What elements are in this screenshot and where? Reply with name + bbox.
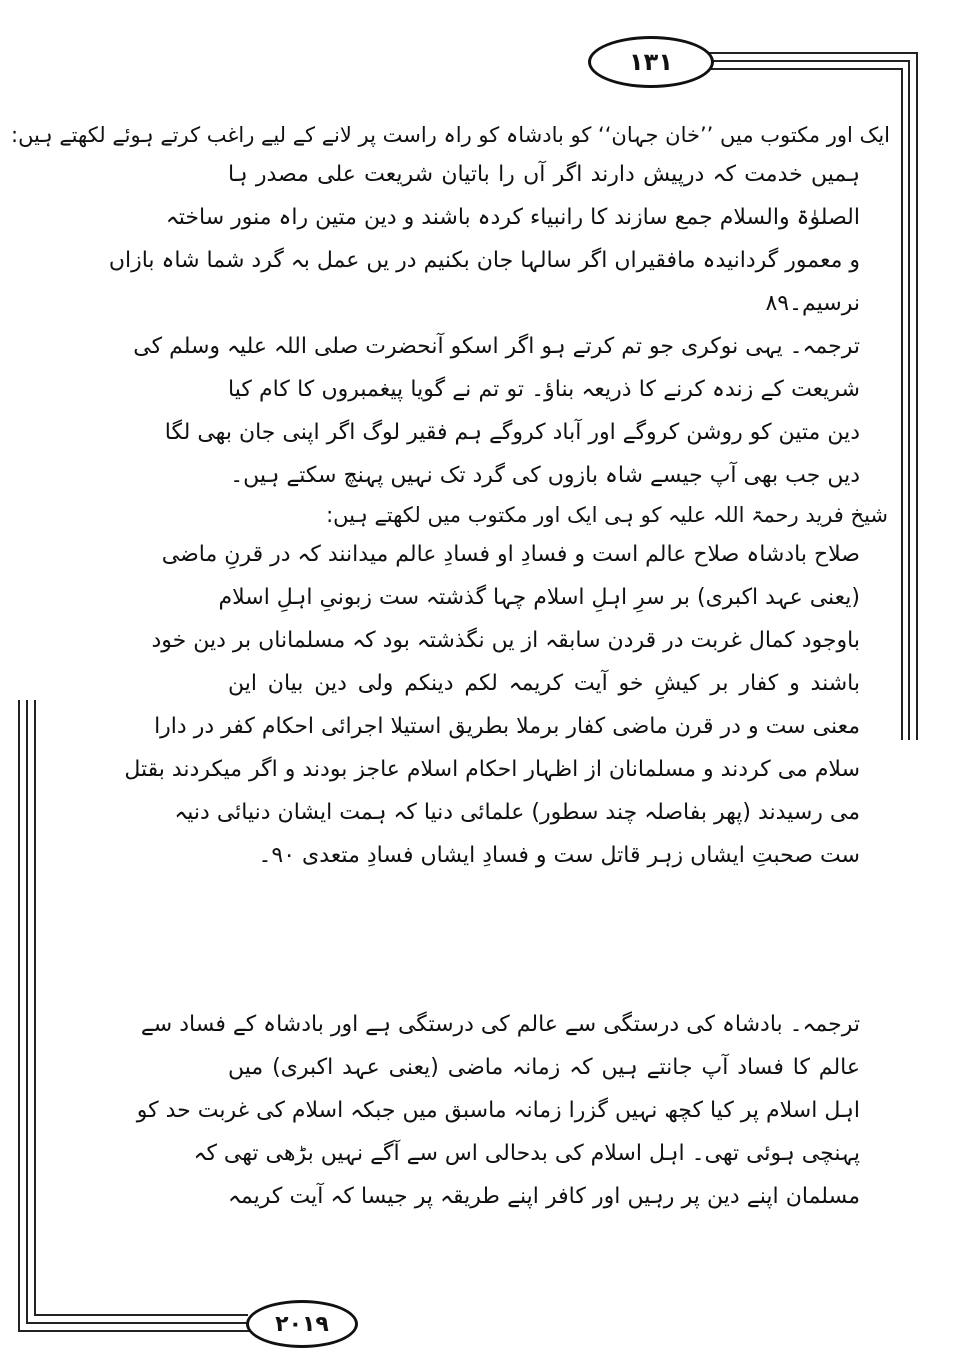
persian-2-line-5: معنی ست و در قرن ماضی کفار برملا بطریق استیلا اجرائی احکام کفر در دارا: [154, 714, 860, 739]
translation-2-line-3: اہل اسلام پر کیا کچھ نہیں گزرا زمانہ ماسبق میں جبکہ اسلام کی غربت حد کو: [136, 1098, 860, 1123]
header-page-number-text: ۱۳۱: [629, 48, 673, 76]
intro-line-1: ایک اور مکتوب میں ’’خان جہان‘‘ کو بادشاہ کو راہ راست پر لانے کے لیے راغب کرتے ہوئے لکھتے ہیں:: [11, 123, 890, 147]
persian-2-line-1: صلاح بادشاہ صلاح عالم است و فسادِ او فسادِ عالم میدانند کہ در قرنِ ماضی: [161, 542, 860, 567]
translation-2-line-2: عالم کا فساد آپ جانتے ہیں کہ زمانہ ماضی (یعنی عہد اکبری) میں: [228, 1055, 860, 1080]
persian-2-line-2: (یعنی عہد اکبری) بر سرِ اہلِ اسلام چہا گذشتہ ست زبونیِ اہلِ اسلام: [218, 585, 860, 610]
persian-1-line-4: نرسیم۔۸۹: [765, 291, 860, 316]
persian-2-line-4: باشند و کفار بر کیشِ خو آیت کریمہ لکم دینکم ولی دین بیان این: [228, 671, 860, 696]
translation-2-line-5: مسلمان اپنے دین پر رہیں اور کافر اپنے طریقہ پر جیسا کہ آیت کریمہ: [228, 1184, 860, 1209]
persian-1-line-3: و معمور گردانیدہ مافقیراں اگر سالہا جان بکنیم در یں عمل بہ گرد شما شاہ بازاں: [108, 248, 860, 273]
persian-2-line-7: می رسیدند (پھر بفاصلہ چند سطور) علمائی دنیا کہ ہمت ایشان دنیائی دنیہ: [174, 800, 860, 825]
persian-2-line-8: ست صحبتِ ایشاں زہر قاتل ست و فسادِ ایشاں فسادِ متعدی ۹۰۔: [258, 843, 860, 868]
translation-1-line-4: دیں جب بھی آپ جیسے شاہ بازوں کی گرد تک نہیں پہنچ سکتے ہیں۔: [230, 463, 860, 488]
footer-page-number: [246, 1300, 358, 1348]
header-page-number: [588, 36, 714, 88]
intro-line-2: شیخ فرید رحمۃ اللہ علیہ کو ہی ایک اور مکتوب میں لکھتے ہیں:: [326, 503, 888, 527]
persian-1-line-1: ہمیں خدمت کہ درپیش دارند اگر آں را باتیان شریعت علی مصدر ہا: [228, 162, 860, 187]
persian-2-line-6: سلام می کردند و مسلمانان از اظہار احکام اسلام عاجز بودند و اگر میکردند بقتل: [124, 757, 860, 782]
persian-1-line-2: الصلوٰۃ والسلام جمع سازند کا رانبیاء کردہ باشند و دین متین راہ منور ساختہ: [165, 205, 860, 230]
translation-1-line-2: شریعت کے زندہ کرنے کا ذریعہ بناؤ۔ تو تم نے گویا پیغمبروں کا کام کیا: [228, 377, 860, 402]
translation-1-line-3: دین متین کو روشن کروگے اور آباد کروگے ہم فقیر لوگ اگر اپنی جان بھی لگا: [164, 420, 860, 445]
translation-2-line-1: ترجمہ۔ بادشاہ کی درستگی سے عالم کی درستگی ہے اور بادشاہ کے فساد سے: [140, 1012, 860, 1037]
translation-2-line-4: پہنچی ہوئی تھی۔ اہل اسلام کی بدحالی اس سے آگے نہیں بڑھی تھی کہ: [193, 1141, 860, 1166]
translation-1-line-1: ترجمہ۔ یہی نوکری جو تم کرتے ہو اگر اسکو آنحضرت صلی اللہ علیہ وسلم کی: [133, 334, 860, 359]
footer-page-number-text: ۲۰۱۹: [275, 1311, 329, 1337]
persian-2-line-3: باوجود کمال غربت در قردن سابقہ از یں نگذشتہ بود کہ مسلماناں بر دین خود: [151, 628, 860, 653]
